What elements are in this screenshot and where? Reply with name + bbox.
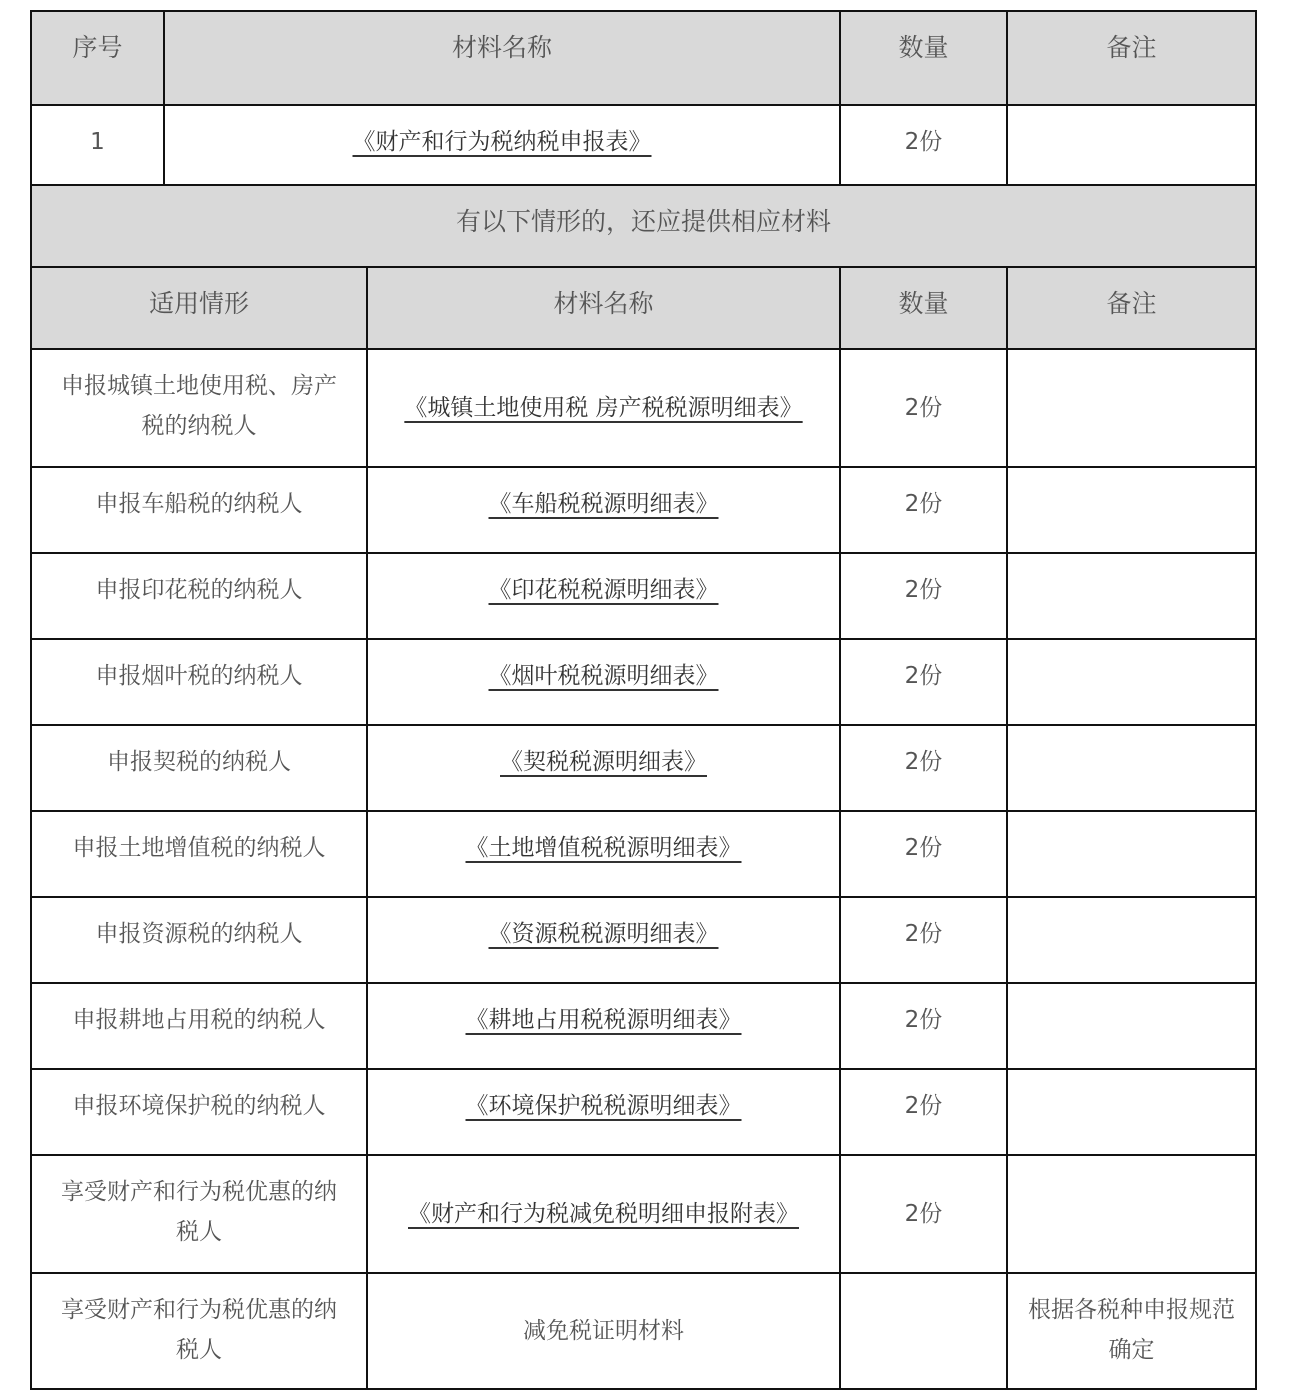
case-cell: 申报烟叶税的纳税人	[30, 638, 368, 726]
material-cell	[366, 1154, 841, 1274]
material-link[interactable]: 《城镇土地使用税 房产税税源明细表》	[404, 395, 803, 421]
case-cell: 申报车船税的纳税人	[30, 466, 368, 554]
qty-cell	[839, 1272, 1008, 1390]
material-link[interactable]: 《环境保护税税源明细表》	[465, 1093, 742, 1119]
note-cell	[1006, 552, 1257, 640]
note-cell	[1006, 638, 1257, 726]
material-link[interactable]: 《耕地占用税税源明细表》	[465, 1007, 742, 1033]
header-note: 备注	[1006, 10, 1257, 106]
qty-cell: 2份	[839, 982, 1008, 1070]
material-link[interactable]: 《资源税税源明细表》	[488, 921, 719, 947]
note-cell	[1006, 724, 1257, 812]
material-cell	[366, 638, 841, 726]
material-cell	[366, 1068, 841, 1156]
qty-cell: 2份	[839, 638, 1008, 726]
case-cell: 申报耕地占用税的纳税人	[30, 982, 368, 1070]
material-cell	[366, 810, 841, 898]
qty-cell: 2份	[839, 896, 1008, 984]
qty-cell: 2份	[839, 466, 1008, 554]
row1-note	[1006, 104, 1257, 186]
qty-cell: 2份	[839, 1068, 1008, 1156]
note-cell	[1006, 982, 1257, 1070]
header2-material: 材料名称	[366, 266, 841, 350]
material-link[interactable]: 《财产和行为税减免税明细申报附表》	[408, 1201, 799, 1227]
material-link[interactable]: 《烟叶税税源明细表》	[488, 663, 719, 689]
material-link[interactable]: 《车船税税源明细表》	[488, 491, 719, 517]
qty-cell: 2份	[839, 1154, 1008, 1274]
qty-cell: 2份	[839, 810, 1008, 898]
material-link[interactable]: 《土地增值税税源明细表》	[465, 835, 742, 861]
material-link[interactable]: 《印花税税源明细表》	[488, 577, 719, 603]
row1-seq: 1	[30, 104, 165, 186]
case-cell: 享受财产和行为税优惠的纳税人	[30, 1272, 368, 1390]
note-cell	[1006, 1154, 1257, 1274]
material-cell	[366, 982, 841, 1070]
material-cell: 减免税证明材料	[366, 1272, 841, 1390]
material-cell	[366, 896, 841, 984]
case-cell: 享受财产和行为税优惠的纳税人	[30, 1154, 368, 1274]
case-cell: 申报环境保护税的纳税人	[30, 1068, 368, 1156]
qty-cell: 2份	[839, 348, 1008, 468]
qty-cell: 2份	[839, 724, 1008, 812]
note-cell	[1006, 810, 1257, 898]
header2-qty: 数量	[839, 266, 1008, 350]
materials-table	[30, 10, 1257, 1390]
row1-material-link[interactable]: 《财产和行为税纳税申报表》	[352, 129, 652, 155]
material-cell	[366, 466, 841, 554]
note-cell	[1006, 348, 1257, 468]
case-cell: 申报契税的纳税人	[30, 724, 368, 812]
header-qty: 数量	[839, 10, 1008, 106]
case-cell: 申报印花税的纳税人	[30, 552, 368, 640]
case-cell: 申报资源税的纳税人	[30, 896, 368, 984]
material-link[interactable]: 《契税税源明细表》	[500, 749, 707, 775]
case-cell: 申报城镇土地使用税、房产税的纳税人	[30, 348, 368, 468]
note-cell	[1006, 896, 1257, 984]
note-cell: 根据各税种申报规范确定	[1006, 1272, 1257, 1390]
section-title: 有以下情形的，还应提供相应材料	[30, 184, 1257, 268]
qty-cell: 2份	[839, 552, 1008, 640]
header-material: 材料名称	[163, 10, 841, 106]
row1-qty: 2份	[839, 104, 1008, 186]
header2-case: 适用情形	[30, 266, 368, 350]
material-cell	[366, 348, 841, 468]
note-cell	[1006, 1068, 1257, 1156]
row1-material-cell	[163, 104, 841, 186]
material-cell	[366, 552, 841, 640]
case-cell: 申报土地增值税的纳税人	[30, 810, 368, 898]
header-seq: 序号	[30, 10, 165, 106]
note-cell	[1006, 466, 1257, 554]
material-cell	[366, 724, 841, 812]
header2-note: 备注	[1006, 266, 1257, 350]
